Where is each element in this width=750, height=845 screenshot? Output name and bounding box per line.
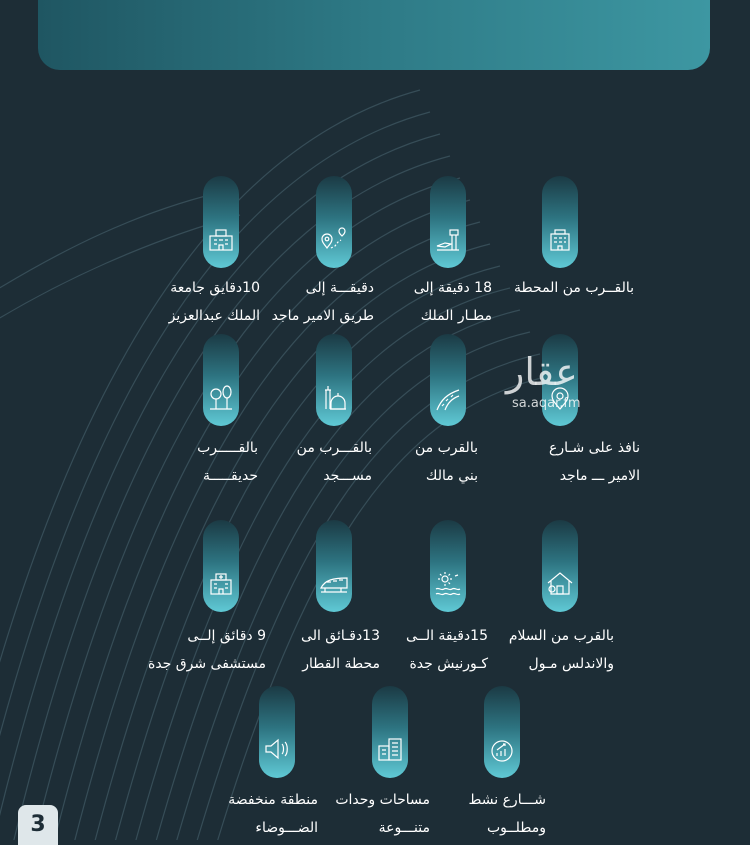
feature-label: 15دقيقة الــى كـورنيش جدة <box>405 628 488 672</box>
feature-label: 13دقـائق الى محطة القطار <box>301 628 380 672</box>
feature-pill <box>259 686 295 778</box>
feature-label: شـــارع نشط ومطلــوب <box>468 792 546 836</box>
feature-pill <box>316 520 352 612</box>
growth-chart-icon <box>487 734 517 764</box>
feature-pill <box>316 334 352 426</box>
watermark-url: sa.aqar.fm <box>512 396 581 411</box>
feature-label: 18 دقيقة إلى مطـار الملك <box>413 280 492 324</box>
feature-pill <box>372 686 408 778</box>
feature-pill <box>203 334 239 426</box>
feature-pill <box>203 520 239 612</box>
feature-label: منطقة منخفضة الضـــوضاء <box>228 792 318 836</box>
route-icon <box>319 224 349 254</box>
trees-icon <box>206 382 236 412</box>
feature-label: بالقرب من بني مالك <box>414 440 478 484</box>
watermark-text: عقار <box>506 350 578 394</box>
beach-icon <box>433 568 463 598</box>
watermark <box>506 352 596 418</box>
header-banner <box>38 0 710 70</box>
feature-pill <box>316 176 352 268</box>
feature-label: بالقـــــرب حديقـــــة <box>197 440 258 484</box>
feature-label: بالقـــرب من مســـجد <box>296 440 372 484</box>
university-building-icon <box>206 224 236 254</box>
feature-pill <box>430 334 466 426</box>
feature-pill <box>542 520 578 612</box>
train-icon <box>319 568 349 598</box>
feature-pill <box>542 176 578 268</box>
low-noise-icon <box>262 734 292 764</box>
house-icon <box>545 568 575 598</box>
feature-pill <box>484 686 520 778</box>
feature-label: دقيقـــة إلى طريق الامير ماجد <box>271 280 374 324</box>
mosque-icon <box>319 382 349 412</box>
road-icon <box>433 382 463 412</box>
feature-pill <box>430 176 466 268</box>
feature-label: نافذ على شـارع الامير ـــ ماجد <box>549 440 640 484</box>
feature-label: بالقرب من السلام والاندلس مـول <box>508 628 614 672</box>
feature-pill <box>430 520 466 612</box>
feature-label: مساحات وحدات متنـــوعة <box>335 792 430 836</box>
hospital-icon <box>206 568 236 598</box>
feature-label: 9 دقائق إلــى مستشفى شرق جدة <box>147 628 266 672</box>
page-number: 3 <box>18 805 58 845</box>
feature-label: 10دقايق جامعة الملك عبدالعزيز <box>168 280 260 324</box>
airport-icon <box>433 224 463 254</box>
station-building-icon <box>545 224 575 254</box>
feature-pill <box>203 176 239 268</box>
buildings-icon <box>375 734 405 764</box>
feature-label: بالقــرب من المحطة <box>514 280 634 296</box>
